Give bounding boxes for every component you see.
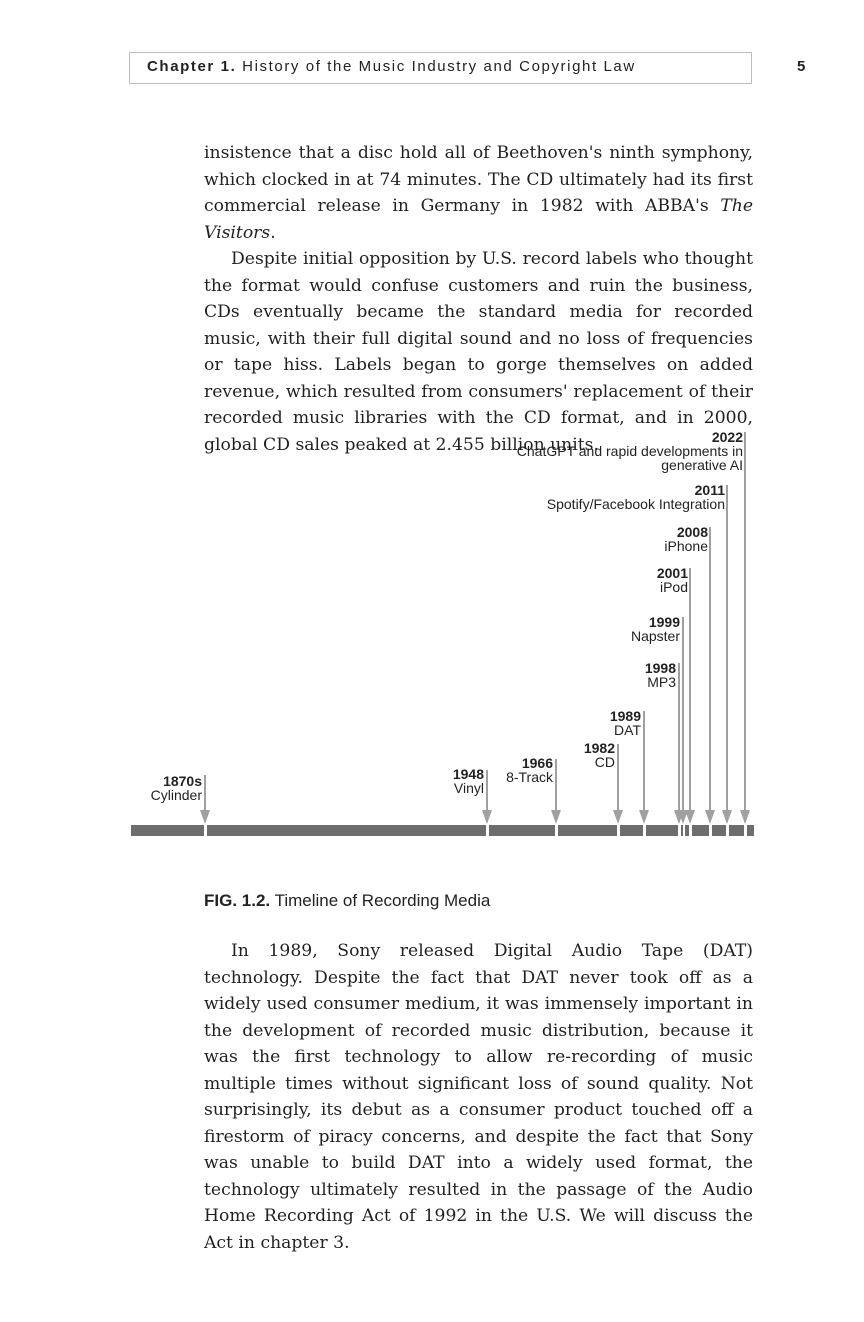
timeline-event-napster [631,615,680,643]
timeline-event-mp3 [645,661,676,689]
event-label: Cylinder [150,787,202,803]
event-label: iPod [659,579,688,595]
timeline-event-spotify [547,483,725,511]
event-year: 1948 [452,766,484,782]
figure-label: FIG. 1.2. [204,891,271,910]
timeline-event-8track [506,756,553,784]
paragraph-1 [204,140,753,246]
event-label: DAT [614,722,641,738]
event-year: 2011 [694,482,725,498]
timeline-event-vinyl [453,767,484,795]
timeline-event-dat [610,709,641,737]
event-year: 2008 [676,524,708,540]
event-year: 2022 [711,429,743,445]
running-header [147,58,636,76]
event-label: MP3 [647,674,676,690]
figure-caption [204,891,490,911]
event-label: ChatGPT and rapid developments in generative AI [516,443,743,473]
paragraph-3: In 1989, Sony released Digital Audio Tape (DAT) technology. Despite the fact that DAT never took off as a widely used consumer medium, it was immensely important in the development of recorded music distribution, because it was the first technology to allow re-recording of music multiple times without significant loss of sound quality. Not surprisingly, its debut as a consumer product touched off a firestorm of piracy concerns, and despite the fact that Sony was unable to build DAT into a widely used format, the technology ultimately resulted in the passage of the Audio Home Recording Act of 1992 in the U.S. We will discuss the Act in chapter 3. [204,941,753,1253]
event-label: CD [594,754,615,770]
event-year: 2001 [656,565,688,581]
timeline-event-cylinder [151,774,202,802]
timeline-bar [131,825,754,836]
chapter-label: Chapter 1. [147,58,237,75]
timeline-event-ipod [657,566,688,594]
figure-title: Timeline of Recording Media [274,891,491,910]
paragraph-1-text: insistence that a disc hold all of Beethoven's ninth symphony, which clocked in at 74 minutes. The CD ultimately had its first commercial release in Germany in 1982 with ABBA's [204,143,753,216]
timeline-event-iphone [664,525,708,553]
event-label: Vinyl [453,780,484,796]
body-text-top [204,140,753,458]
event-label: iPhone [664,538,708,554]
event-label: Napster [630,628,680,644]
event-year: 1989 [609,708,641,724]
album-title: The Visitors [204,196,753,243]
event-year: 1870s [163,773,202,789]
paragraph-2: Despite initial opposition by U.S. record labels who thought the format would confuse customers and ruin the business, CDs eventually became the standard media for recorded music, with their full digital sound and no loss of frequencies or tape hiss. Labels began to gorge themselves on added revenue, which resulted from consumers' replacement of their recorded music libraries with the CD format, and in 2000, global CD sales peaked at 2.455 billion units. [204,249,753,455]
body-text-bottom [204,938,753,1256]
chapter-title: History of the Music Industry and Copyright Law [242,58,636,75]
timeline-event-cd [584,741,615,769]
page-number: 5 [797,58,806,75]
event-year: 1999 [648,614,680,630]
timeline-event-chatgpt [503,430,743,472]
event-year: 1998 [644,660,676,676]
event-year: 1982 [583,740,615,756]
event-year: 1966 [521,755,553,771]
paragraph-1-end: . [270,222,276,243]
event-label: Spotify/Facebook Integration [546,496,725,512]
event-label: 8-Track [506,769,553,785]
